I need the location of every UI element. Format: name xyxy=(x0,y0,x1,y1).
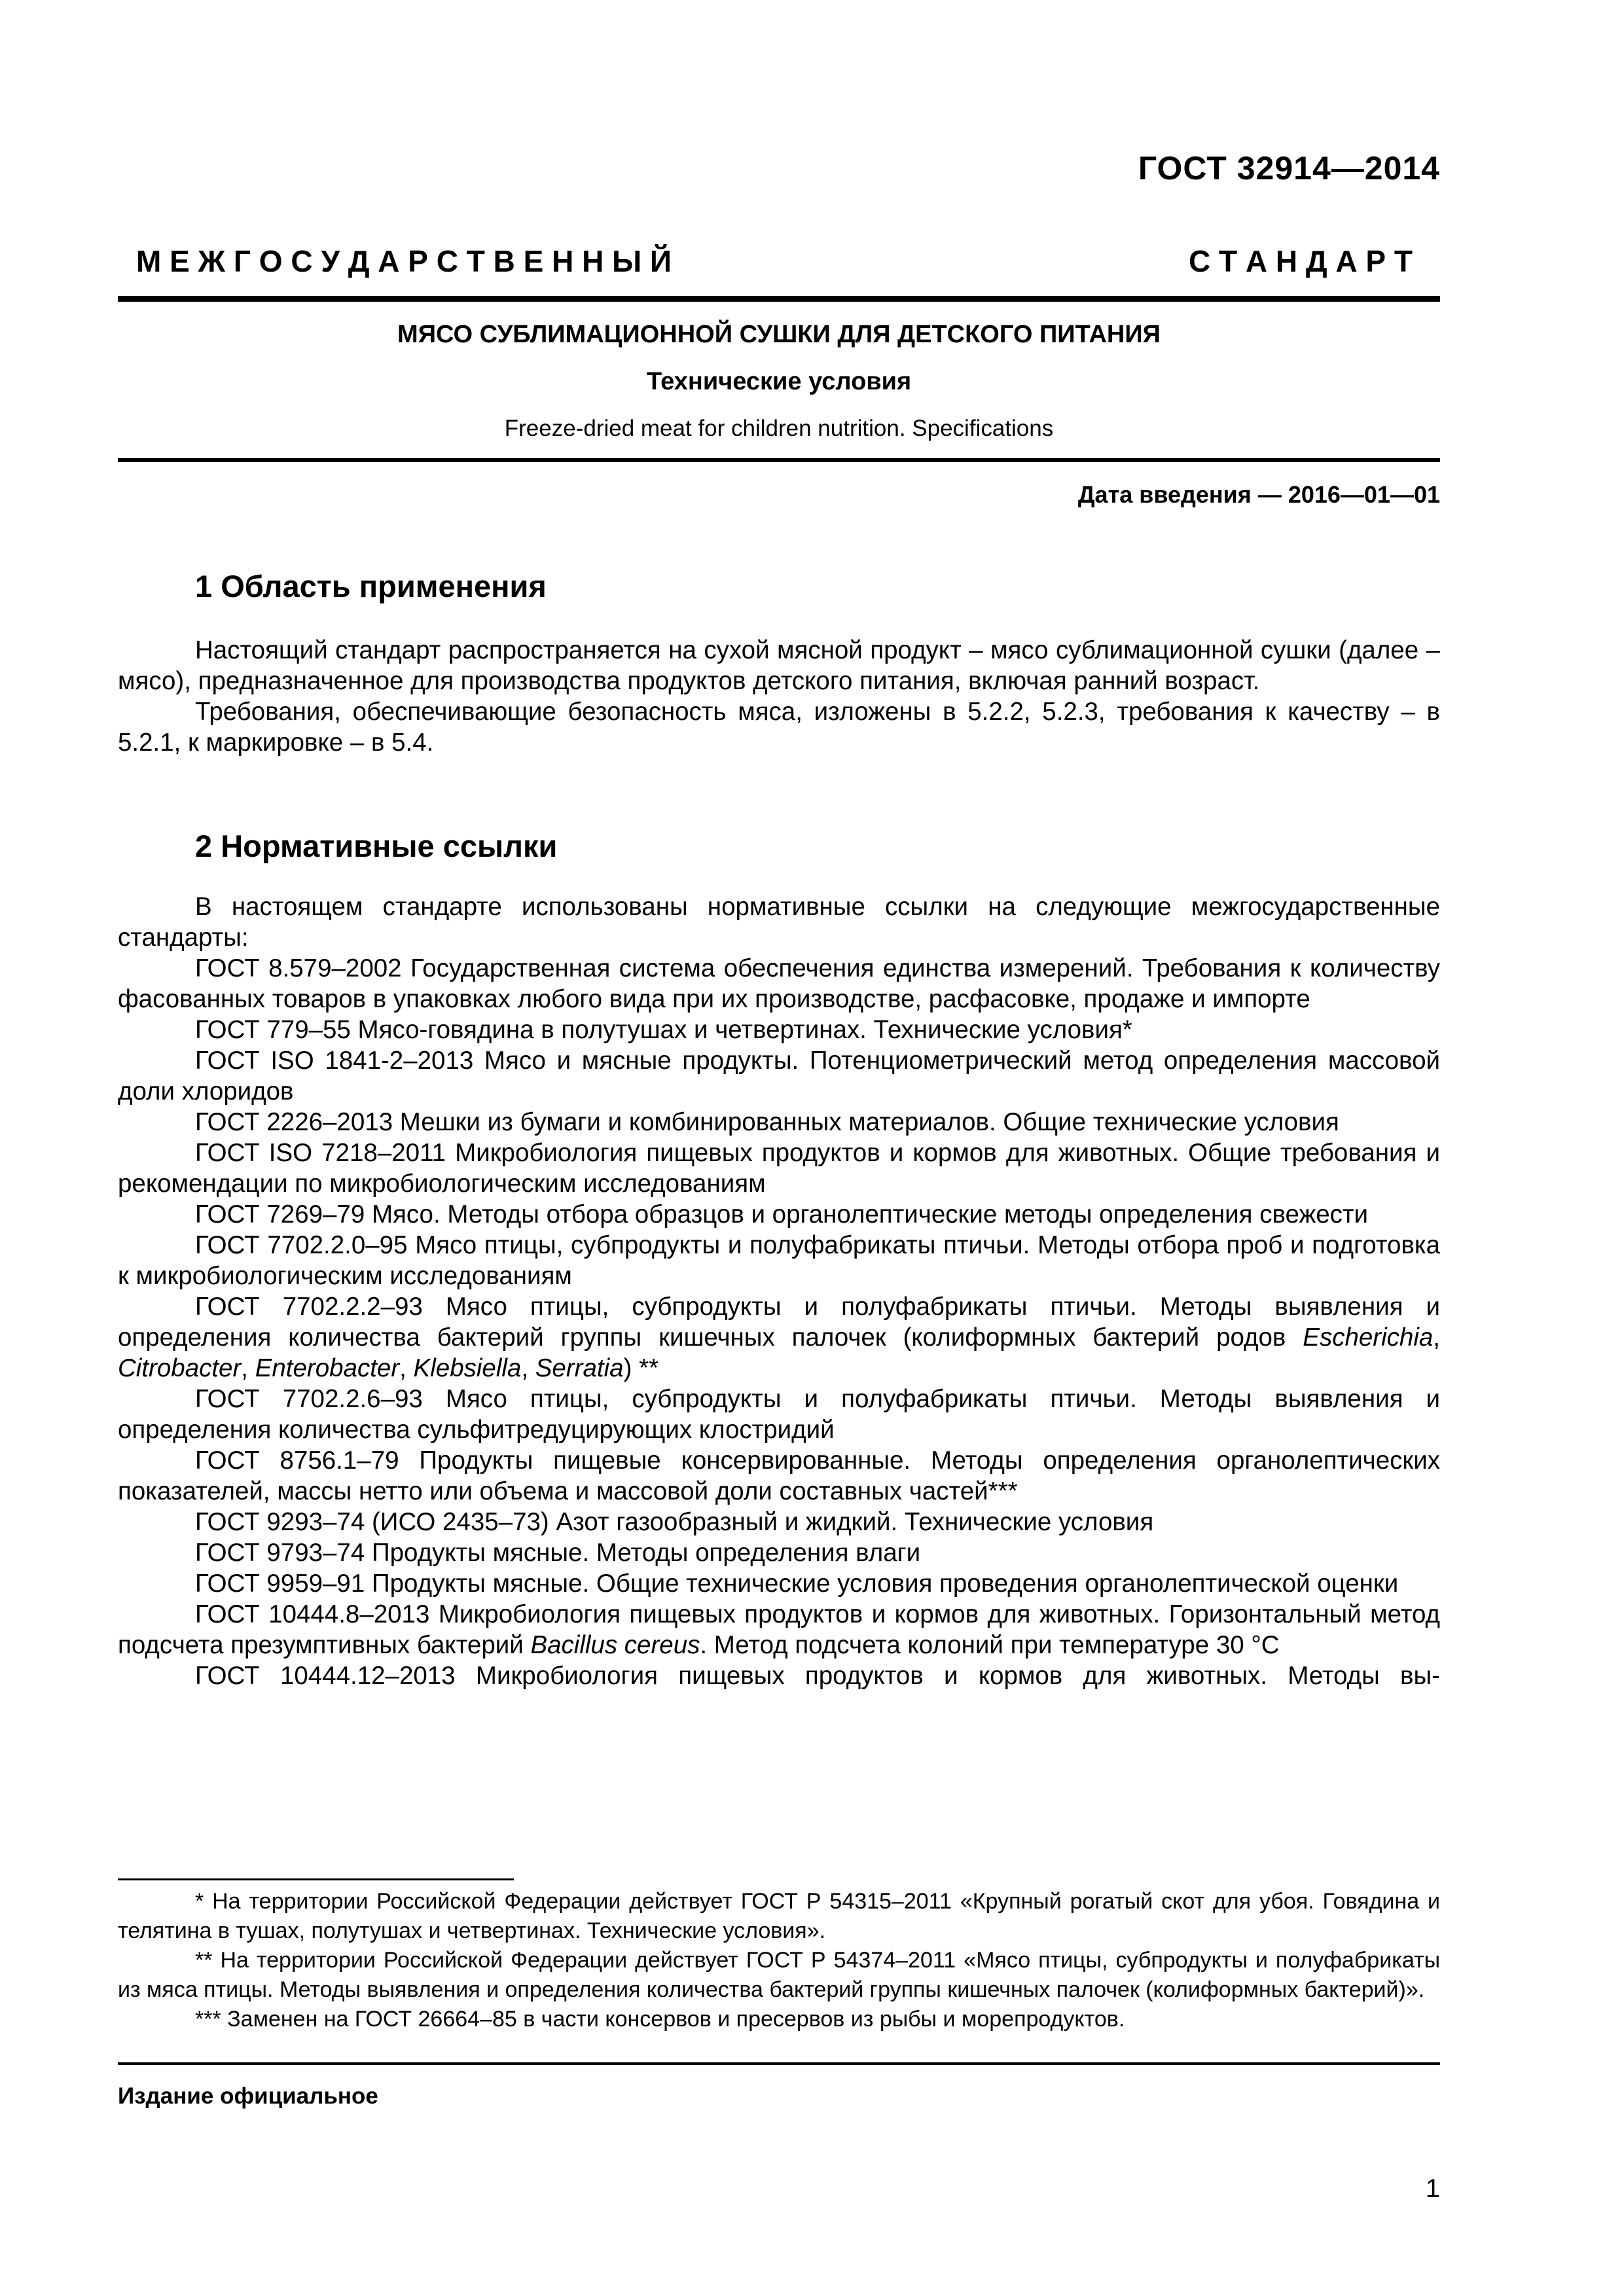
reference-item: ГОСТ 10444.8–2013 Микробиология пищевых продуктов и кормов для животных. Горизонтальный метод подсчета презумптивных бактерий Bacillus cereus. Метод подсчета колоний при температуре 30 °С xyxy=(118,1600,1440,1659)
title-rule xyxy=(118,458,1440,462)
introduction-date-label: Дата введения xyxy=(1077,481,1252,508)
footnote: *** Заменен на ГОСТ 26664–85 в части консервов и пресервов из рыбы и морепродуктов. xyxy=(195,2007,1125,2032)
footnote-separator xyxy=(118,1878,514,1880)
footnote: ** На территории Российской Федерации действует ГОСТ Р 54374–2011 «Мясо птицы, субпродукты и полуфабрикаты из мяса птицы. Методы выявления и определения количества бактерий группы кишечных палочек (колиформных бактерий)». xyxy=(118,1948,1440,2002)
genus-name: Escherichia xyxy=(1303,1323,1434,1352)
document-subtitle: Технические условия xyxy=(646,368,912,395)
paragraph: Требования, обеспечивающие безопасность мяса, изложены в 5.2.2, 5.2.3, требования к качеству – в 5.2.1, к маркировке – в 5.4. xyxy=(118,698,1440,757)
reference-item: ГОСТ 2226–2013 Мешки из бумаги и комбинированных материалов. Общие технические условия xyxy=(195,1108,1339,1136)
reference-item: ГОСТ 779–55 Мясо-говядина в полутушах и четвертинах. Технические условия* xyxy=(195,1016,1132,1044)
document-title-english: Freeze-dried meat for children nutrition. Specifications xyxy=(504,416,1054,441)
official-edition-label: Издание официальное xyxy=(118,2083,378,2109)
genus-name: Enterobacter xyxy=(255,1354,400,1382)
paragraph: В настоящем стандарте использованы нормативные ссылки на следующие межгосударственные стандарты: xyxy=(118,893,1440,952)
header-rule xyxy=(118,296,1440,302)
document-number: ГОСТ 32914—2014 xyxy=(1138,150,1440,187)
paragraph: Настоящий стандарт распространяется на сухой мясной продукт – мясо сублимационной сушки (далее – мясо), предназначенное для производства продуктов детского питания, включая ранний возраст. xyxy=(118,636,1440,695)
footnotes xyxy=(118,1887,1440,2034)
reference-item: ГОСТ 8.579–2002 Государственная система обеспечения единства измерений. Требования к количеству фасованных товаров в упаковках любого вида при их производстве, расфасовке, продаже и импорте xyxy=(118,954,1440,1013)
standard-kind-word-standard: С Т А Н Д А Р Т xyxy=(1189,244,1413,278)
standard-kind-heading xyxy=(136,243,1413,279)
reference-item: ГОСТ 7702.2.0–95 Мясо птицы, субпродукты и полуфабрикаты птичьи. Методы отбора проб и подготовка к микробиологическим исследованиям xyxy=(118,1231,1440,1290)
reference-item: ГОСТ ISO 1841-2–2013 Мясо и мясные продукты. Потенциометрический метод определения массовой доли хлоридов xyxy=(118,1047,1440,1105)
reference-item: ГОСТ 9293–74 (ИСО 2435–73) Азот газообразный и жидкий. Технические условия xyxy=(195,1508,1154,1536)
standard-kind-word-interstate: М Е Ж Г О С У Д А Р С Т В Е Н Н Ы Й xyxy=(136,244,672,278)
reference-item: ГОСТ 8756.1–79 Продукты пищевые консервированные. Методы определения органолептических показателей, массы нетто или объема и массовой доли составных частей*** xyxy=(118,1446,1440,1505)
reference-item: ГОСТ 9793–74 Продукты мясные. Методы определения влаги xyxy=(195,1539,921,1567)
normative-references-text xyxy=(118,891,1440,1691)
species-name: Bacillus cereus xyxy=(530,1631,700,1659)
reference-item: ГОСТ 10444.12–2013 Микробиология пищевых продуктов и кормов для животных. Методы вы- xyxy=(195,1662,1440,1690)
section-heading-scope: 1 Область применения xyxy=(195,569,547,603)
document-page xyxy=(118,0,1440,2296)
document-title: МЯСО СУБЛИМАЦИОННОЙ СУШКИ ДЛЯ ДЕТСКОГО ПИТАНИЯ xyxy=(397,321,1161,348)
footer-rule xyxy=(118,2062,1440,2065)
reference-item: ГОСТ ISO 7218–2011 Микробиология пищевых продуктов и кормов для животных. Общие требования и рекомендации по микробиологическим исследованиям xyxy=(118,1139,1440,1198)
introduction-date-value: — 2016—01—01 xyxy=(1257,481,1440,508)
footnote: * На территории Российской Федерации действует ГОСТ Р 54315–2011 «Крупный рогатый скот для убоя. Говядина и телятина в тушах, полутушах и четвертинах. Технические условия». xyxy=(118,1889,1440,1943)
genus-name: Citrobacter xyxy=(118,1354,242,1382)
reference-item: ГОСТ 9959–91 Продукты мясные. Общие технические условия проведения органолептической оценки xyxy=(195,1570,1399,1598)
reference-item: ГОСТ 7702.2.6–93 Мясо птицы, субпродукты и полуфабрикаты птичьи. Методы выявления и определения количества сульфитредуцирующих клостридий xyxy=(118,1385,1440,1444)
introduction-date xyxy=(1078,481,1440,509)
genus-name: Serratia xyxy=(535,1354,624,1382)
genus-name: Klebsiella xyxy=(413,1354,522,1382)
reference-item: ГОСТ 7269–79 Мясо. Методы отбора образцов и органолептические методы определения свежести xyxy=(195,1200,1368,1229)
page-number: 1 xyxy=(1425,2174,1440,2203)
scope-text xyxy=(118,635,1440,758)
reference-item: ГОСТ 7702.2.2–93 Мясо птицы, субпродукты и полуфабрикаты птичьи. Методы выявления и определения количества бактерий группы кишечных палочек (колиформных бактерий родов Escherichia, Citrobacter, Enterobacter, Klebsiella, Serratia) ** xyxy=(118,1293,1440,1382)
section-heading-normative-references: 2 Нормативные ссылки xyxy=(195,829,558,863)
